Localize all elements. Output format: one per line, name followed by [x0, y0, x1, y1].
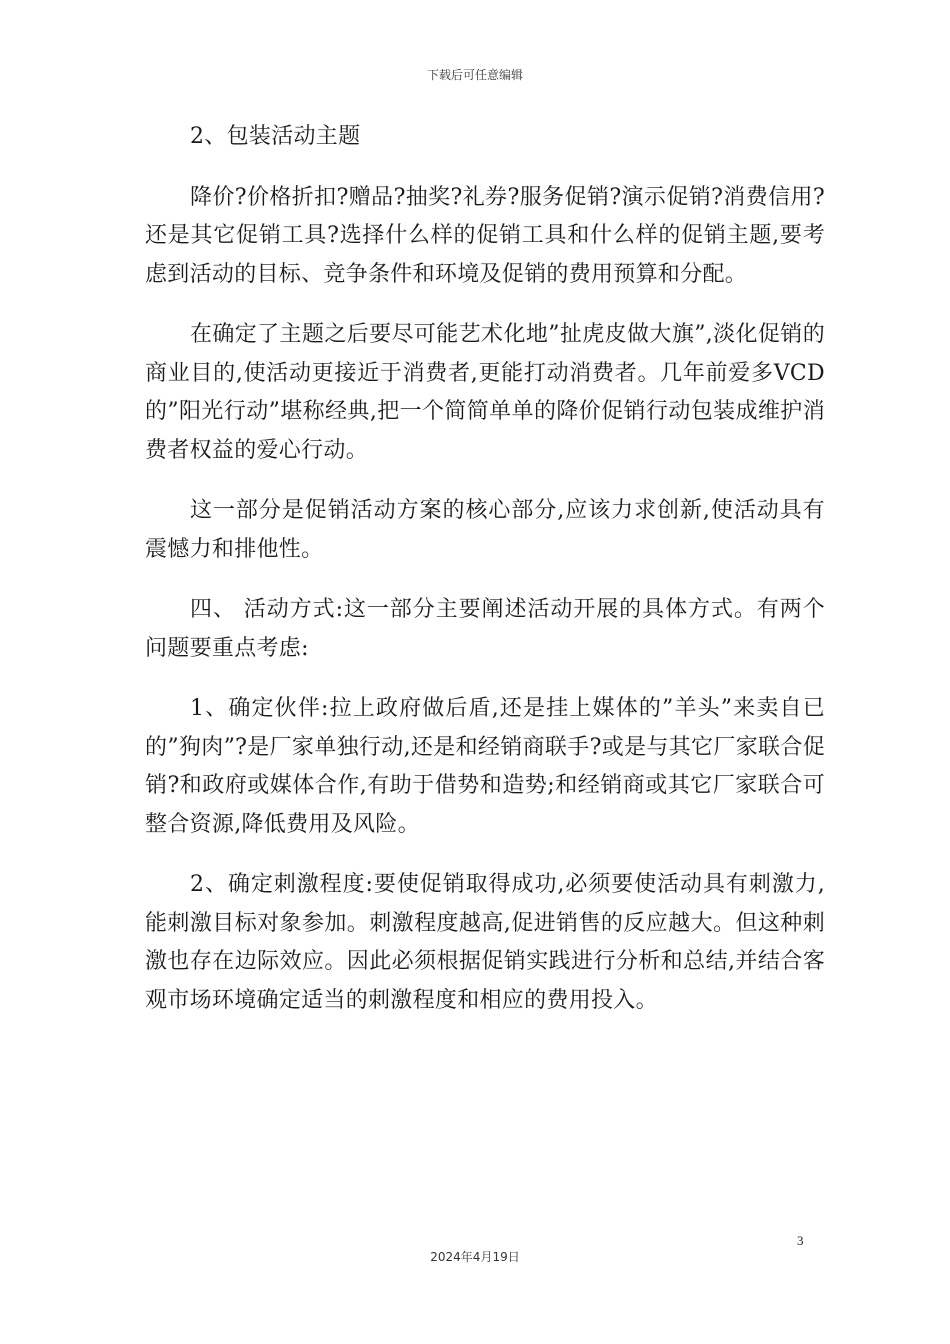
paragraph-partner: 1、确定伙伴:拉上政府做后盾,还是挂上媒体的”羊头”来卖自已的”狗肉”?是厂家单独行动,还是和经销商联手?或是与其它厂家联合促销?和政府或媒体合作,有助于借势和造势;和经销商或其它厂家联合可整合资源,降低费用及风险。 — [145, 696, 825, 837]
page-header: 下载后可任意编辑 — [426, 68, 523, 82]
paragraph-promotion-tools: 降价?价格折扣?赠品?抽奖?礼券?服务促销?演示促销?消费信用?还是其它促销工具?选择什么样的促销工具和什么样的促销主题,要考虑到活动的目标、竞争条件和环境及促销的费用预算和分配。 — [145, 184, 825, 287]
page-footer-date: 2024年4月19日 — [430, 1250, 520, 1264]
paragraph-stimulus-level: 2、确定刺激程度:要使促销取得成功,必须要使活动具有刺激力,能刺激目标对象参加。刺激程度越高,促进销售的反应越大。但这种刺激也存在边际效应。因此必须根据促销实践进行分析和总结,并结合客观市场环境确定适当的刺激程度和相应的费用投入。 — [145, 872, 825, 1013]
document-body — [145, 118, 825, 1042]
paragraph-core-innovation: 这一部分是促销活动方案的核心部分,应该力求创新,使活动具有震憾力和排他性。 — [145, 498, 825, 562]
page-number: 3 — [797, 1233, 804, 1248]
paragraph-theme-packaging: 在确定了主题之后要尽可能艺术化地”扯虎皮做大旗”,淡化促销的商业目的,使活动更接近于消费者,更能打动消费者。几年前爱多VCD的”阳光行动”堪称经典,把一个简简单单的降价促销行动包装成维护消费者权益的爱心行动。 — [145, 322, 825, 463]
paragraph-section-heading: 2、包装活动主题 — [190, 124, 361, 149]
paragraph-activity-method: 四、 活动方式:这一部分主要阐述活动开展的具体方式。有两个问题要重点考虑: — [145, 597, 825, 661]
